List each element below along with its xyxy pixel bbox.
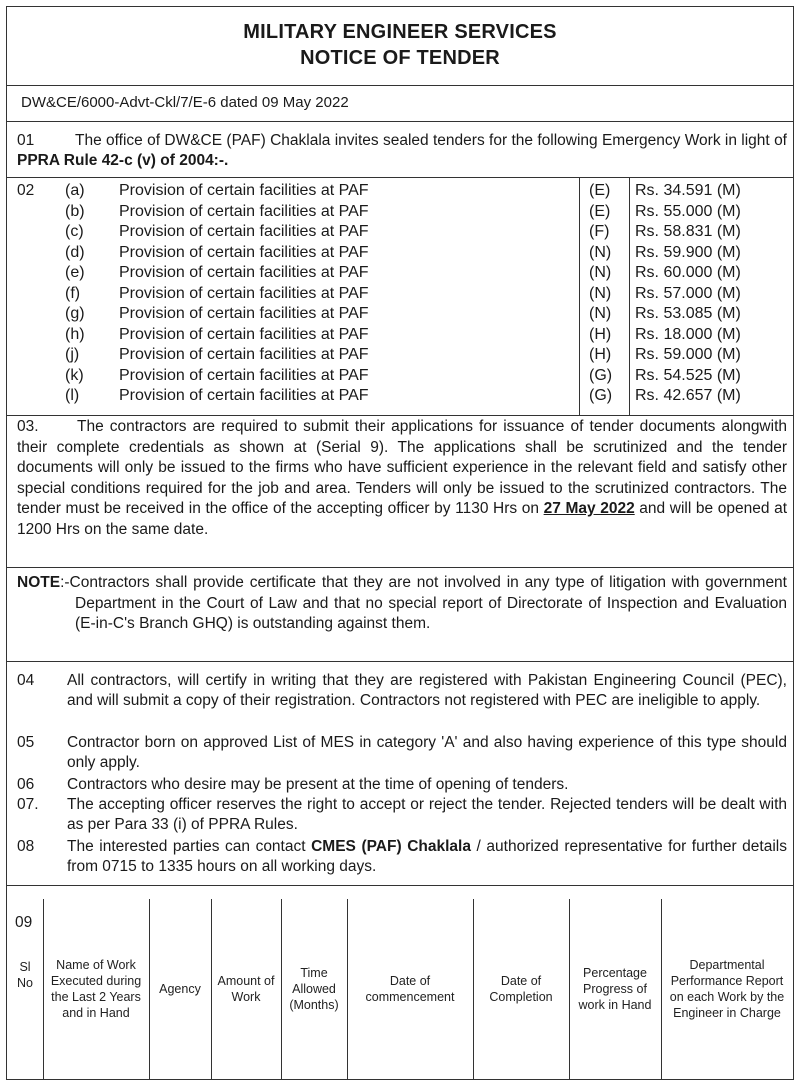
work-item-description: Provision of certain facilities at PAF: [119, 202, 369, 220]
work-item-row: [7, 345, 793, 365]
work-item-amount: Rs. 59.900 (M): [635, 243, 741, 261]
table-column-divider: [473, 899, 474, 1079]
work-item-row: [7, 202, 793, 222]
work-item-row: [7, 325, 793, 345]
para-09-number: 09: [15, 914, 33, 931]
para-01-number: 01: [17, 132, 35, 149]
table-column-header: Departmental Performance Report on each Work by the Engineer in Charge: [669, 958, 785, 1020]
work-item-category: (G): [589, 387, 613, 404]
work-item-letter: (b): [65, 202, 85, 220]
work-item-letter: (k): [65, 366, 84, 384]
para-05-number: 05: [17, 734, 35, 751]
work-item-description: Provision of certain facilities at PAF: [119, 325, 369, 343]
work-item-amount: Rs. 58.831 (M): [635, 223, 741, 240]
work-item-category: (N): [589, 264, 612, 281]
work-item-category: (H): [589, 325, 612, 343]
divider: [7, 567, 793, 568]
work-item-letter: (f): [65, 284, 81, 302]
table-column-divider: [149, 899, 150, 1079]
work-item-description: Provision of certain facilities at PAF: [119, 284, 369, 302]
para-06-number: 06: [17, 776, 35, 793]
table-column-header: Sl No: [17, 960, 33, 990]
table-column-header: Time Allowed (Months): [289, 966, 339, 1012]
para-08-text: [67, 837, 787, 877]
work-item-letter: (j): [65, 346, 80, 363]
table-column-divider: [211, 899, 212, 1079]
work-item-row: [7, 386, 793, 406]
work-item-amount: Rs. 34.591 (M): [635, 182, 741, 199]
tender-notice-page: [6, 6, 794, 1080]
table-column-header: Amount of Work: [217, 974, 275, 1004]
divider: [7, 415, 793, 416]
para-03-text: [17, 417, 787, 540]
work-item-category: (N): [589, 243, 612, 261]
para-07-text: The accepting officer reserves the right to accept or reject the tender. Rejected tenders will be dealt with as per Para 33 (i) of PPRA Rules.: [67, 796, 787, 833]
divider: [7, 121, 793, 122]
column-divider: [579, 177, 580, 415]
para-08-tail: / authorized representative for further details from 0715 to 1335 hours on all working days.: [67, 838, 787, 875]
table-column-divider: [569, 899, 570, 1079]
work-item-amount: Rs. 60.000 (M): [635, 264, 741, 281]
work-item-category: (H): [589, 346, 612, 363]
divider: [7, 177, 793, 178]
work-item-amount: Rs. 54.525 (M): [635, 366, 741, 384]
table-column-divider: [347, 899, 348, 1079]
work-item-letter: (e): [65, 264, 85, 281]
ppra-rule: PPRA Rule 42-c (v) of 2004:-.: [17, 152, 229, 169]
org-heading: MILITARY ENGINEER SERVICES: [243, 21, 557, 43]
note-text: :-Contractors shall provide certificate that they are not involved in any type of litigation with government Department in the Court of Law and that no special report of Directorate of Inspection and Evaluation (E-in-C's Branch GHQ) is outstanding against them.: [60, 574, 787, 632]
work-item-row: [7, 263, 793, 283]
para-03-number: 03.: [17, 418, 39, 435]
para-08-body: The interested parties can contact: [67, 838, 312, 855]
column-divider: [629, 177, 630, 415]
table-column-header: Date of Completion: [489, 974, 553, 1004]
work-item-category: (E): [589, 182, 611, 199]
work-item-letter: (h): [65, 325, 85, 343]
table-column-divider: [281, 899, 282, 1079]
table-column-header: Percentage Progress of work in Hand: [578, 966, 652, 1012]
notice-title: NOTICE OF TENDER: [300, 47, 500, 69]
para-07-number: 07.: [17, 796, 39, 813]
closing-date: 27 May 2022: [543, 500, 635, 517]
work-item-category: (G): [589, 366, 613, 384]
para-01-text: [17, 131, 787, 171]
work-item-row: [7, 222, 793, 242]
table-column-divider: [43, 899, 44, 1079]
para-02-number: 02: [17, 182, 35, 199]
work-item-description: Provision of certain facilities at PAF: [119, 346, 369, 363]
note-paragraph: [17, 573, 787, 635]
table-column-header: Date of commencement: [365, 974, 455, 1004]
work-item-letter: (a): [65, 182, 85, 199]
work-item-amount: Rs. 18.000 (M): [635, 325, 741, 343]
table-column-header: Agency: [159, 982, 201, 996]
work-item-description: Provision of certain facilities at PAF: [119, 305, 369, 322]
note-label: NOTE: [17, 574, 61, 591]
work-item-letter: (d): [65, 243, 85, 261]
table-column-header: Name of Work Executed during the Last 2 Years and in Hand: [50, 958, 142, 1020]
work-item-category: (N): [589, 284, 612, 302]
work-item-category: (N): [589, 305, 612, 322]
para-03-tail: and will be opened at 1200 Hrs on the same date.: [17, 500, 787, 538]
work-item-category: (F): [589, 223, 610, 240]
work-item-amount: Rs. 55.000 (M): [635, 202, 741, 220]
work-item-description: Provision of certain facilities at PAF: [119, 387, 369, 404]
work-item-amount: Rs. 59.000 (M): [635, 346, 741, 363]
work-item-description: Provision of certain facilities at PAF: [119, 366, 369, 384]
para-04-text: All contractors, will certify in writing that they are registered with Pakistan Engineering Council (PEC), and will submit a copy of their registration. Contractors not registered with PEC are ineligible to apply.: [67, 672, 787, 709]
work-item-letter: (c): [65, 223, 84, 240]
work-item-amount: Rs. 53.085 (M): [635, 305, 741, 322]
para-03-body: The contractors are required to submit their applications for issuance of tender documents alongwith their complete credentials as shown at (Serial 9). The applications shall be scrutinized and the tender documents will only be issued to the firms who have sufficient experience in the relevant field and satisfy other special conditions required for the job and area. Tenders will only be issued to the scrutinized contractors. The tender must be received in the office of the accepting officer by 1130 Hrs on: [17, 418, 787, 517]
para-04-number: 04: [17, 672, 35, 689]
work-item-row: [7, 181, 793, 201]
para-01-body: The office of DW&CE (PAF) Chaklala invites sealed tenders for the following Emergency Work in light of: [75, 132, 787, 149]
work-item-amount: Rs. 42.657 (M): [635, 387, 741, 404]
divider: [7, 85, 793, 86]
work-item-description: Provision of certain facilities at PAF: [119, 182, 369, 199]
divider: [7, 885, 793, 886]
para-08-number: 08: [17, 838, 35, 855]
work-item-letter: (l): [65, 387, 80, 404]
contact-office: CMES (PAF) Chaklala: [311, 838, 471, 855]
work-item-letter: (g): [65, 305, 85, 322]
work-item-description: Provision of certain facilities at PAF: [119, 264, 369, 281]
table-column-divider: [661, 899, 662, 1079]
work-item-row: [7, 366, 793, 386]
para-05-text: Contractor born on approved List of MES in category 'A' and also having experience of this type should only apply.: [67, 734, 787, 771]
reference-line: DW&CE/6000-Advt-Ckl/7/E-6 dated 09 May 2022: [21, 94, 349, 111]
work-item-description: Provision of certain facilities at PAF: [119, 223, 369, 240]
work-item-amount: Rs. 57.000 (M): [635, 284, 741, 302]
work-item-row: [7, 243, 793, 263]
work-item-description: Provision of certain facilities at PAF: [119, 243, 369, 261]
work-item-row: [7, 304, 793, 324]
work-item-category: (E): [589, 202, 611, 220]
work-item-row: [7, 284, 793, 304]
divider: [7, 661, 793, 662]
para-06-text: Contractors who desire may be present at the time of opening of tenders.: [67, 776, 569, 793]
